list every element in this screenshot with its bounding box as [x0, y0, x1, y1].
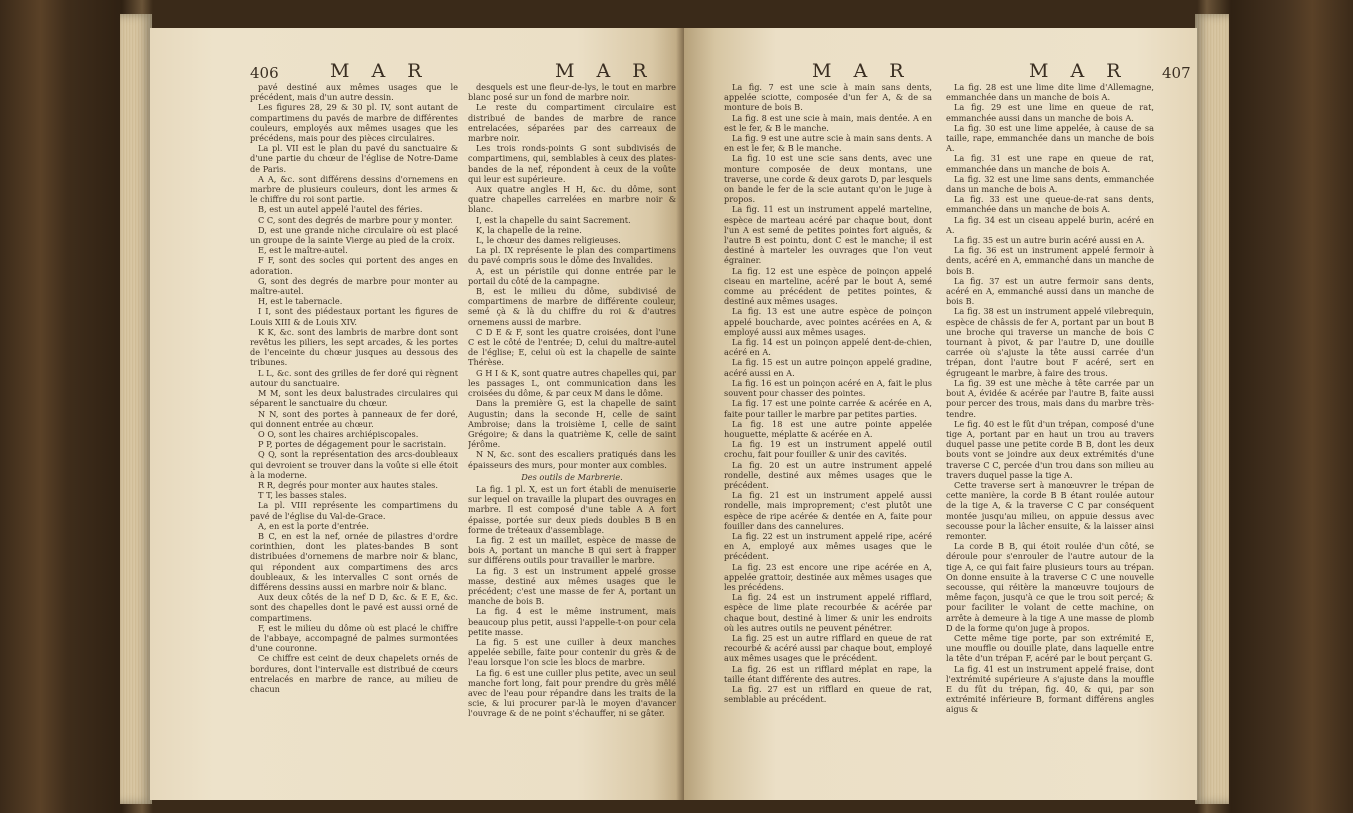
paragraph: La fig. 3 est un instrument appelé grosse masse, destiné aux mêmes usages que le précédent; c'est une masse de fer A, portant un manche de bois B. [468, 565, 676, 607]
paragraph: La fig. 29 est une lime en queue de rat, emmanchée aussi dans un manche de bois A. [946, 102, 1154, 123]
paragraph: La fig. 25 est un autre rifflard en queue de rat recourbé & acéré aussi par chaque bout, employé aux mêmes usages que le précédent. [724, 632, 932, 664]
page-number: 406 [250, 64, 279, 82]
paragraph: La fig. 16 est un poinçon acéré en A, fait le plus souvent pour chasser des pointes. [724, 377, 932, 399]
paragraph: La fig. 38 est un instrument appelé vilebrequin, espèce de châssis de fer A, portant par un bout B une broche qui traverse un manche de bois C tournant à pivot, & par l'autre D, une douille carrée où s'ajuste la tête aussi carrée d'un trépan, dont l'autre bout F acéré, sert en égrugeant le marbre, à faire des trous. [946, 306, 1154, 378]
paragraph: D, est une grande niche circulaire où est placé un groupe de la sainte Vierge au pied de la croix. [250, 224, 458, 246]
paragraph: Dans la première G, est la chapelle de saint Augustin; dans la seconde H, celle de saint Ambroise; dans la troisième I, celle de saint Grégoire; & dans la quatrième K, celle de saint Jérôme. [468, 398, 676, 450]
paragraph: B, est un autel appelé l'autel des féries. [258, 204, 423, 215]
paragraph: F F, sont des socles qui portent des anges en adoration. [250, 255, 458, 276]
paragraph: L L, &c. sont des grilles de fer doré qui règnent autour du sanctuaire. [250, 367, 458, 388]
paragraph: La fig. 32 est une lime sans dents, emmanchée dans un manche de bois A. [946, 173, 1154, 195]
running-head: M A R [812, 60, 912, 82]
paragraph: La pl. IX représente le plan des compartimens du pavé compris sous le dôme des Invalides. [468, 245, 676, 266]
right-page [684, 28, 1197, 800]
paragraph: La fig. 19 est un instrument appelé outil crochu, fait pour fouiller & unir des cavités. [724, 439, 932, 460]
paragraph: I, est la chapelle du saint Sacrement. [476, 214, 631, 225]
paragraph: L, le chœur des dames religieuses. [476, 235, 621, 246]
paragraph: R R, degrés pour monter aux hautes stales. [258, 479, 438, 490]
paragraph: La corde B B, qui étoit roulée d'un côté, se déroule pour s'enrouler de l'autre autour de la tige A, ce qui fait faire plusieurs tours au trépan. On donne ensuite à la traverse C C une nouvelle secousse, qui réitère la manœuvre toujours de même façon, jusqu'à ce que le trou soit percé; & pour faciliter le volant de cette machine, on arrête à demeure à la tige A une masse de plomb D de la forme qu'on juge à propos. [946, 541, 1154, 633]
paragraph: A A, &c. sont différens dessins d'ornemens en marbre de plusieurs couleurs, dont les armes & le chiffre du roi sont partie. [250, 173, 458, 205]
paragraph: La fig. 6 est une cuiller plus petite, avec un seul manche fort long, fait pour prendre du grès mêlé avec de l'eau pour répandre dans les traits de la scie, & lui procurer par-là le moyen d'avancer l'ouvrage & de ne point s'échauffer, ni se gâter. [468, 667, 676, 719]
paragraph: La fig. 8 est une scie à main, mais dentée. A en est le fer, & B le manche. [724, 112, 932, 133]
left-page [150, 28, 684, 800]
paragraph: desquels est une fleur-de-lys, le tout en marbre blanc posé sur un fond de marbre noir. [468, 82, 676, 103]
paragraph: pavé destiné aux mêmes usages que le précédent, mais d'un autre dessin. [250, 82, 458, 103]
running-head: M A R [330, 60, 430, 82]
right-page-edges [1195, 14, 1229, 804]
paragraph: La fig. 4 est le même instrument, mais beaucoup plus petit, aussi l'appelle-t-on pour cela petite masse. [468, 606, 676, 637]
paragraph: La fig. 34 est un ciseau appelé burin, acéré en A. [946, 214, 1154, 235]
text-column-2 [946, 82, 1154, 792]
page-number: 407 [1162, 64, 1191, 82]
paragraph: La fig. 23 est encore une ripe acérée en A, appelée grattoir, destinée aux mêmes usages que les précédens. [724, 561, 932, 592]
paragraph: La fig. 17 est une pointe carrée & acérée en A, faite pour tailler le marbre par petites parties. [724, 398, 932, 419]
paragraph: Q Q, sont la représentation des arcs-doubleaux qui devroient se trouver dans la voûte si elle étoit à la moderne. [250, 449, 458, 480]
paragraph: Aux deux côtés de la nef D D, &c. & E E, &c. sont des chapelles dont le pavé est aussi orné de compartimens. [250, 592, 458, 623]
paragraph: La fig. 14 est un poinçon appelé dent-de-chien, acéré en A. [724, 337, 932, 358]
paragraph: La fig. 10 est une scie sans dents, avec une monture composée de deux montans, une traverse, une corde & deux garots D, par lesquels on bande le fer de la scie autant qu'on le juge à propos. [724, 153, 932, 205]
paragraph: Des outils de Marbrerie. [521, 471, 623, 482]
paragraph: La fig. 31 est une rape en queue de rat, emmanchée dans un manche de bois A. [946, 153, 1154, 174]
paragraph: Le fig. 40 est le fût d'un trépan, composé d'une tige A, portant par en haut un trou au travers duquel passe une petite corde B B, dont les deux bouts vont se joindre aux deux extrémités d'une traverse C C, percée d'un trou dans son milieu au travers duquel passe la tige A. [946, 418, 1154, 480]
text-column-1 [250, 82, 458, 792]
paragraph: Les trois ronds-points G sont subdivisés de compartimens, qui, semblables à ceux des plates-bandes de la nef, répondent à ceux de la voûte qui leur est supérieure. [468, 143, 676, 184]
paragraph: Cette même tige porte, par son extrémité E, une mouffle ou douille plate, dans laquelle entre la tête d'un trépan F, acéré par le bout perçant G. [946, 632, 1154, 664]
paragraph: M M, sont les deux balustrades circulaires qui séparent le sanctuaire du chœur. [250, 388, 458, 409]
paragraph: Ce chiffre est ceint de deux chapelets ornés de bordures, dont l'intervalle est distribué de cœurs entrelacés en marbre de rance, au milieu de chacun [250, 653, 458, 694]
paragraph: La fig. 37 est un autre fermoir sans dents, acéré en A, emmanché aussi dans un manche de bois B. [946, 275, 1154, 307]
paragraph: La fig. 21 est un instrument appelé aussi rondelle, mais improprement; c'est plutôt une espèce de ripe acérée & dentée en A, faite pour fouiller dans des cannelures. [724, 490, 932, 531]
paragraph: La pl. VIII représente les compartimens du pavé de l'église du Val-de-Grace. [250, 500, 458, 521]
paragraph: Cette traverse sert à manœuvrer le trépan de cette manière, la corde B B étant roulée autour de la tige A, & la traverse C C par conséquent montée jusqu'au milieu, on appuie dessus avec secousse pour la lâcher ensuite, & la laisser ainsi remonter. [946, 479, 1154, 541]
paragraph: K K, &c. sont des lambris de marbre dont sont revêtus les piliers, les sept arcades, & les portes de l'enceinte du chœur jusques au dessous des tribunes. [250, 326, 458, 368]
paragraph: Le reste du compartiment circulaire est distribué de bandes de marbre de rance entrelacées, séparées par des carreaux de marbre noir. [468, 102, 676, 144]
paragraph: O O, sont les chaires archiépiscopales. [258, 428, 419, 439]
paragraph: La fig. 12 est une espèce de poinçon appelé ciseau en marteline, acéré par le bout A, semé comme au précédent de petites pointes, & destiné aux mêmes usages. [724, 265, 932, 307]
paragraph: La fig. 22 est un instrument appelé ripe, acéré en A, employé aux mêmes usages que le précédent. [724, 530, 932, 562]
paragraph: La fig. 28 est une lime dite lime d'Allemagne, emmanchée dans un manche de bois A. [946, 82, 1154, 103]
running-head: M A R [555, 60, 655, 82]
paragraph: E, est le maître-autel. [258, 245, 348, 256]
paragraph: C C, sont des degrés de marbre pour y monter. [258, 214, 453, 225]
paragraph: La fig. 20 est un autre instrument appelé rondelle, destiné aux mêmes usages que le précédent. [724, 459, 932, 490]
paragraph: F, est le milieu du dôme où est placé le chiffre de l'abbaye, accompagné de palmes surmontées d'une couronne. [250, 622, 458, 654]
paragraph: La fig. 26 est un rifflard méplat en rape, la taille étant différente des autres. [724, 663, 932, 684]
text-column-2 [468, 82, 676, 792]
paragraph: B C, en est la nef, ornée de pilastres d'ordre corinthien, dont les plates-bandes B sont distribuées d'ornemens de marbre noir & blanc, qui répondent aux compartimens des arcs doubleaux, & les intervalles C sont ornés de différens dessins aussi en marbre noir & blanc. [250, 530, 458, 592]
paragraph: La fig. 13 est une autre espèce de poinçon appelé boucharde, avec pointes acérées en A, & employé aussi aux mêmes usages. [724, 306, 932, 337]
paragraph: La fig. 35 est un autre burin acéré aussi en A. [954, 235, 1145, 246]
paragraph: N N, &c. sont des escaliers pratiqués dans les épaisseurs des murs, pour monter aux combles. [468, 449, 676, 470]
paragraph: La fig. 24 est un instrument appelé rifflard, espèce de lime plate recourbée & acérée par chaque bout, destiné à limer & unir les endroits où les autres outils ne peuvent pénétrer. [724, 592, 932, 633]
paragraph: La fig. 9 est une autre scie à main sans dents. A en est le fer, & B le manche. [724, 133, 932, 154]
paragraph: G, sont des degrés de marbre pour monter au maître-autel. [250, 275, 458, 297]
paragraph: La fig. 33 est une queue-de-rat sans dents, emmanchée dans un manche de bois A. [946, 194, 1154, 215]
paragraph: G H I & K, sont quatre autres chapelles qui, par les passages L, ont communication dans les croisées du dôme, & par ceux M dans le dôme. [468, 367, 676, 399]
paragraph: La fig. 7 est une scie à main sans dents, appelée sciotte, composée d'un fer A, & de sa monture de bois B. [724, 82, 932, 113]
paragraph: La fig. 36 est un instrument appelé fermoir à dents, acéré en A, emmanché dans un manche de bois B. [946, 245, 1154, 276]
paragraph: La fig. 5 est une cuiller à deux manches appelée sebille, faite pour contenir du grès & de l'eau lorsque l'on scie les blocs de marbre. [468, 636, 676, 668]
paragraph: La fig. 11 est un instrument appelé marteline, espèce de marteau acéré par chaque bout, dont l'un A est semé de petites pointes fort aiguës, & l'autre B est pointu, dont C est le manche; il est destiné à marteler les ouvrages que l'on veut égrainer. [724, 204, 932, 266]
paragraph: B, est le milieu du dôme, subdivisé de compartimens de marbre de différente couleur, semé çà & là du chiffre du roi & d'autres ornemens aussi de marbre. [468, 286, 676, 327]
paragraph: La fig. 39 est une mèche à tête carrée par un bout A, évidée & acérée par l'autre B, faite aussi pour percer des trous, mais dans du marbre très-tendre. [946, 377, 1154, 419]
paragraph: La fig. 1 pl. X, est un fort établi de menuiserie sur lequel on travaille la plupart des ouvrages en marbre. Il est composé d'une table A A fort épaisse, portée sur deux pieds doubles B B en forme de tréteaux d'assemblage. [468, 483, 676, 535]
paragraph: La fig. 18 est une autre pointe appelée houguette, méplatte & acérée en A. [724, 418, 932, 439]
paragraph: Les figures 28, 29 & 30 pl. IV, sont autant de compartimens du pavés de marbre de différentes couleurs, employés aux mêmes usages que les précédens, mais pour des pièces circulaires. [250, 102, 458, 144]
paragraph: P P, portes de dégagement pour le sacristain. [258, 439, 447, 450]
paragraph: N N, sont des portes à panneaux de fer doré, qui donnent entrée au chœur. [250, 408, 458, 429]
left-page-edges [120, 14, 152, 804]
paragraph: La fig. 30 est une lime appelée, à cause de sa taille, rape, emmanchée dans un manche de bois A. [946, 122, 1154, 154]
paragraph: C D E & F, sont les quatre croisées, dont l'une C est le côté de l'entrée; D, celui du maître-autel de l'église; E, celui où est la chapelle de sainte Thérèse. [468, 326, 676, 368]
paragraph: La fig. 41 est un instrument appelé fraise, dont l'extrémité supérieure A s'ajuste dans la mouffle E du fût du trépan, fig. 40, & qui, par son extrémité inférieure B, formant différens angles aigus & [946, 663, 1154, 715]
paragraph: A, est un péristile qui donne entrée par le portail du côté de la campagne. [468, 265, 676, 286]
paragraph: La fig. 27 est un rifflard en queue de rat, semblable au précédent. [724, 683, 932, 705]
paragraph: A, en est la porte d'entrée. [258, 520, 369, 531]
paragraph: I I, sont des piédestaux portant les figures de Louis XIII & de Louis XIV. [250, 306, 458, 327]
running-head: M A R [1029, 60, 1129, 82]
paragraph: Aux quatre angles H H, &c. du dôme, sont quatre chapelles carrelées en marbre noir & blanc. [468, 184, 676, 215]
paragraph: La fig. 2 est un maillet, espèce de masse de bois A, portant un manche B qui sert à frapper sur différens outils pour travailler le marbre. [468, 534, 676, 566]
paragraph: T T, les basses stales. [258, 490, 347, 501]
paragraph: La pl. VII est le plan du pavé du sanctuaire & d'une partie du chœur de l'église de Notre-Dame de Paris. [250, 143, 458, 174]
text-column-1 [724, 82, 932, 792]
paragraph: H, est le tabernacle. [258, 296, 343, 307]
paragraph: K, la chapelle de la reine. [476, 224, 582, 235]
paragraph: La fig. 15 est un autre poinçon appelé gradine, acéré aussi en A. [724, 357, 932, 378]
